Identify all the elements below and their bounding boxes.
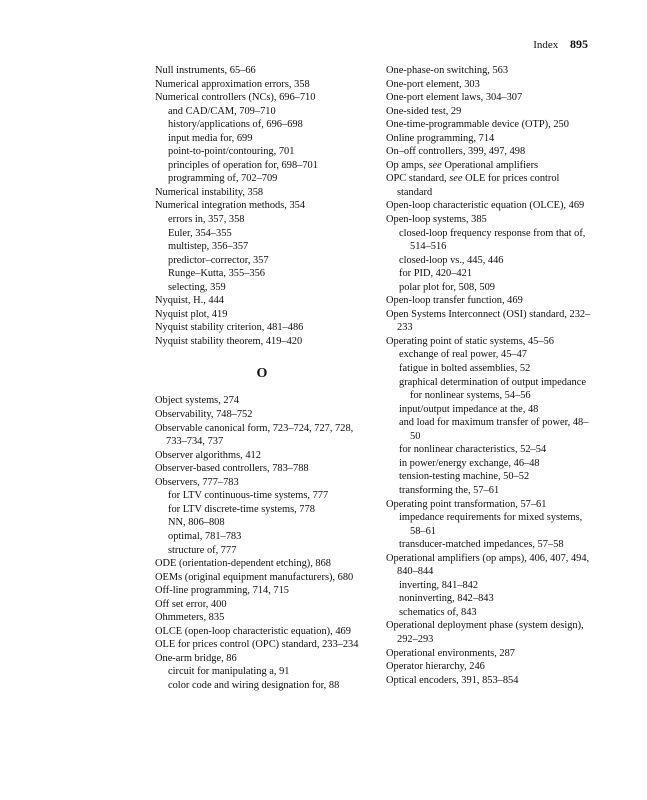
index-subentry xyxy=(155,267,369,281)
entry-text: OEMs (original equipment manufacturers), 680 xyxy=(155,571,354,583)
index-subentry xyxy=(155,516,369,530)
entry-text: Open Systems Interconnect (OSI) standard, 232–233 xyxy=(386,308,591,334)
index-subentry xyxy=(155,281,369,295)
entry-text: selecting, 359 xyxy=(168,281,226,293)
entry-text: for PID, 420–421 xyxy=(399,268,473,280)
entry-text: Nyquist stability theorem, 419–420 xyxy=(155,335,303,347)
entry-text: Operational environments, 287 xyxy=(386,647,515,659)
index-entry xyxy=(386,552,596,579)
entry-text: Null instruments, 65–66 xyxy=(155,65,256,76)
entry-text: Open-loop systems, 385 xyxy=(386,214,487,226)
entry-text: Online programming, 714 xyxy=(386,132,495,144)
entry-text: Euler, 354–355 xyxy=(168,227,232,239)
index-subentry xyxy=(155,159,369,173)
running-head xyxy=(533,37,588,52)
page-number: 895 xyxy=(570,37,588,51)
running-head-label: Index xyxy=(533,39,559,51)
index-subentry xyxy=(155,145,369,159)
entry-text: Off-line programming, 714, 715 xyxy=(155,585,289,597)
index-subentry xyxy=(386,348,596,362)
entry-text: One-sided test, 29 xyxy=(386,105,462,117)
index-subentry xyxy=(155,503,369,517)
index-entries-o xyxy=(155,394,369,692)
entry-text: transforming the, 57–61 xyxy=(399,484,500,496)
index-entry xyxy=(386,145,596,159)
entry-text: in power/energy exchange, 46–48 xyxy=(399,457,540,469)
entry-text: Numerical instability, 358 xyxy=(155,186,264,198)
index-entry xyxy=(155,78,369,92)
index-entry xyxy=(386,78,596,92)
index-entry xyxy=(155,422,369,449)
index-subentry xyxy=(386,227,596,254)
index-entry xyxy=(386,105,596,119)
entry-text: optimal, 781–783 xyxy=(168,530,242,542)
index-subentry xyxy=(386,538,596,552)
index-entry xyxy=(386,647,596,661)
index-entry xyxy=(155,571,369,585)
entry-text: Operating point of static systems, 45–56 xyxy=(386,335,554,347)
entry-text: Ohmmeters, 835 xyxy=(155,612,225,624)
entry-text: noninverting, 842–843 xyxy=(399,593,494,605)
index-entry xyxy=(155,335,369,349)
index-subentry xyxy=(155,665,369,679)
entry-text: for LTV continuous-time systems, 777 xyxy=(168,490,329,502)
entry-text: predictor–corrector, 357 xyxy=(168,254,269,266)
index-entry xyxy=(386,498,596,512)
index-subentry xyxy=(155,118,369,132)
index-subentry xyxy=(386,254,596,268)
index-subentry xyxy=(155,240,369,254)
entry-text: programming of, 702–709 xyxy=(168,173,278,185)
index-subentry xyxy=(155,172,369,186)
entry-text: input media for, 699 xyxy=(168,132,253,144)
index-entry xyxy=(386,335,596,349)
entry-text: Nyquist plot, 419 xyxy=(155,308,228,320)
entry-text: Observability, 748–752 xyxy=(155,409,253,421)
index-entry xyxy=(386,674,596,688)
entry-text: inverting, 841–842 xyxy=(399,579,479,591)
index-subentry xyxy=(155,489,369,503)
entry-text: One-phase-on switching, 563 xyxy=(386,65,509,76)
index-subentry xyxy=(386,511,596,538)
index-column-right xyxy=(386,64,596,687)
index-entry xyxy=(386,118,596,132)
entry-text: polar plot for, 508, 509 xyxy=(399,281,495,293)
entry-text: point-to-point/contouring, 701 xyxy=(168,146,295,158)
entry-text: One-port element, 303 xyxy=(386,78,480,90)
index-subentry xyxy=(386,403,596,417)
index-entry xyxy=(155,294,369,308)
index-entry xyxy=(155,408,369,422)
index-entry xyxy=(155,321,369,335)
entry-text: Numerical approximation errors, 358 xyxy=(155,78,310,90)
entry-text: for nonlinear characteristics, 52–54 xyxy=(399,444,547,456)
index-entry xyxy=(155,449,369,463)
entry-text: Operational deployment phase (system design), 292–293 xyxy=(386,620,584,645)
index-subentry xyxy=(155,105,369,119)
index-subentry xyxy=(155,544,369,558)
entry-text: errors in, 357, 358 xyxy=(168,214,245,226)
index-entry xyxy=(155,611,369,625)
index-entry xyxy=(155,652,369,666)
entry-text: Numerical controllers (NCs), 696–710 xyxy=(155,92,316,104)
index-entry xyxy=(386,132,596,146)
index-entry xyxy=(155,308,369,322)
entry-text: history/applications of, 696–698 xyxy=(168,119,303,131)
entry-text: multistep, 356–357 xyxy=(168,241,249,253)
index-entries-n xyxy=(155,64,369,348)
index-entry xyxy=(155,64,369,78)
index-entry xyxy=(155,199,369,213)
index-entry xyxy=(386,294,596,308)
entry-text: OPC standard, xyxy=(386,173,450,185)
index-entry xyxy=(155,584,369,598)
index-entry xyxy=(155,625,369,639)
entry-text: Open-loop transfer function, 469 xyxy=(386,295,523,307)
entry-text: OLCE (open-loop characteristic equation), 469 xyxy=(155,625,351,637)
entry-text: Nyquist stability criterion, 481–486 xyxy=(155,322,304,334)
entry-text: Operating point transformation, 57–61 xyxy=(386,498,547,510)
entry-text: closed-loop frequency response from that of, 514–516 xyxy=(399,227,586,253)
index-entry xyxy=(386,172,596,199)
entry-text: Object systems, 274 xyxy=(155,395,239,407)
index-subentry xyxy=(386,484,596,498)
entry-text: circuit for manipulating a, 91 xyxy=(168,666,290,678)
entry-text: structure of, 777 xyxy=(168,544,237,556)
entry-text: One-arm bridge, 86 xyxy=(155,652,237,664)
entry-text: graphical determination of output impedance for nonlinear systems, 54–56 xyxy=(399,376,586,402)
index-entry xyxy=(386,199,596,213)
entry-text: ODE (orientation-dependent etching), 868 xyxy=(155,558,332,570)
entry-text: input/output impedance at the, 48 xyxy=(399,403,539,415)
entry-text: color code and wiring designation for, 88 xyxy=(168,679,340,691)
index-entry xyxy=(155,476,369,490)
index-entry xyxy=(155,557,369,571)
index-entry xyxy=(155,91,369,105)
index-subentry xyxy=(386,362,596,376)
index-subentry xyxy=(386,281,596,295)
cross-reference-target: Operational amplifiers xyxy=(441,159,539,171)
entry-text: NN, 806–808 xyxy=(168,517,225,529)
entry-text: and load for maximum transfer of power, 48–50 xyxy=(399,417,589,442)
entry-text: and CAD/CAM, 709–710 xyxy=(168,105,276,117)
index-subentry xyxy=(155,679,369,693)
index-entry xyxy=(386,660,596,674)
entry-text: Observers, 777–783 xyxy=(155,476,239,488)
index-subentry xyxy=(386,579,596,593)
index-entry xyxy=(386,64,596,78)
index-subentry xyxy=(386,416,596,443)
entry-text: Open-loop characteristic equation (OLCE), 469 xyxy=(386,200,585,212)
index-entry xyxy=(155,186,369,200)
entry-text: Runge–Kutta, 355–356 xyxy=(168,268,265,280)
index-subentry xyxy=(155,213,369,227)
entry-text: Operator hierarchy, 246 xyxy=(386,661,485,673)
entry-text: for LTV discrete-time systems, 778 xyxy=(168,503,315,515)
index-subentry xyxy=(155,227,369,241)
entry-text: exchange of real power, 45–47 xyxy=(399,349,527,361)
entry-text: Operational amplifiers (op amps), 406, 407, 494, 840–844 xyxy=(386,552,590,578)
index-entry xyxy=(386,91,596,105)
entry-text: On–off controllers, 399, 497, 498 xyxy=(386,146,526,158)
index-subentry xyxy=(386,443,596,457)
entry-text: fatigue in bolted assemblies, 52 xyxy=(399,363,531,375)
cross-reference-target: OLE for prices control standard xyxy=(397,173,560,198)
index-entry xyxy=(155,638,369,652)
index-column-left xyxy=(155,64,369,693)
entry-text: tension-testing machine, 50–52 xyxy=(399,471,530,483)
index-subentry xyxy=(386,470,596,484)
entry-text: One-port element laws, 304–307 xyxy=(386,92,523,104)
index-subentry xyxy=(386,376,596,403)
entry-text: Observer-based controllers, 783–788 xyxy=(155,463,309,475)
index-subentry xyxy=(386,606,596,620)
index-entry xyxy=(386,308,596,335)
entry-text: principles of operation for, 698–701 xyxy=(168,159,318,171)
index-subentry xyxy=(155,254,369,268)
index-entry xyxy=(386,213,596,227)
index-entry xyxy=(155,598,369,612)
index-entry xyxy=(155,394,369,408)
entry-text: Observable canonical form, 723–724, 727, 728, 733–734, 737 xyxy=(155,422,354,448)
entry-text: transducer-matched impedances, 57–58 xyxy=(399,539,564,551)
index-entry xyxy=(386,159,596,173)
index-entries-o-continued xyxy=(386,64,596,687)
index-subentry xyxy=(386,457,596,471)
cross-reference-see: see xyxy=(428,159,442,171)
section-letter-heading: O xyxy=(256,366,268,382)
entry-text: One-time-programmable device (OTP), 250 xyxy=(386,119,569,131)
index-subentry xyxy=(386,592,596,606)
entry-text: Nyquist, H., 444 xyxy=(155,295,224,307)
index-entry xyxy=(155,462,369,476)
cross-reference-see: see xyxy=(449,173,463,185)
entry-text: Numerical integration methods, 354 xyxy=(155,200,306,212)
entry-text: closed-loop vs., 445, 446 xyxy=(399,254,504,266)
entry-text: Off set error, 400 xyxy=(155,598,227,610)
entry-text: Optical encoders, 391, 853–854 xyxy=(386,674,519,686)
entry-text: schematics of, 843 xyxy=(399,606,477,618)
entry-text: Op amps, xyxy=(386,159,429,171)
index-subentry xyxy=(155,132,369,146)
index-subentry xyxy=(155,530,369,544)
index-subentry xyxy=(386,267,596,281)
entry-text: OLE for prices control (OPC) standard, 233–234 xyxy=(155,639,359,651)
entry-text: Observer algorithms, 412 xyxy=(155,449,261,461)
entry-text: impedance requirements for mixed systems, 58–61 xyxy=(399,512,583,537)
index-entry xyxy=(386,619,596,646)
